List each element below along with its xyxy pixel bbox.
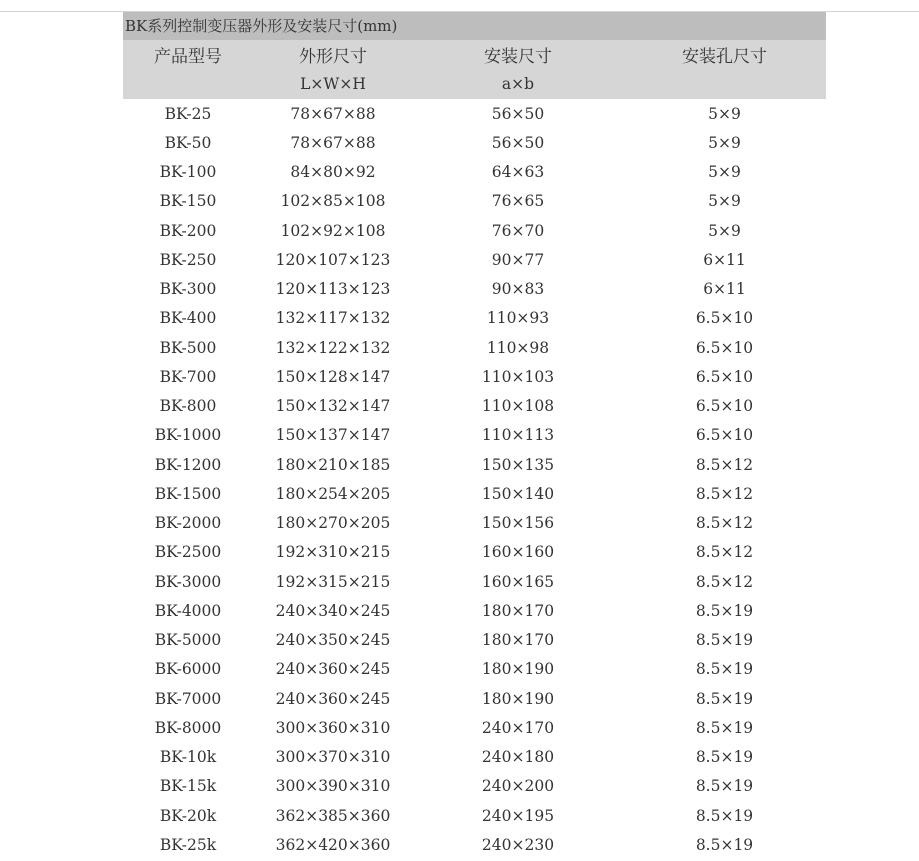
cell-install: 160×165 [481,572,555,591]
cell-model: BK-200 [159,221,217,240]
cell-install: 90×77 [491,250,545,269]
table-row [123,216,826,245]
header-row [123,40,826,70]
cell-install: 76×70 [491,221,545,240]
cell-model: BK-1500 [154,484,222,503]
cell-hole: 8.5×19 [695,748,754,767]
subheader-row [123,70,826,100]
cell-model: BK-7000 [154,689,222,708]
table-row [123,713,826,742]
table-row [123,538,826,567]
cell-model: BK-20k [159,806,217,825]
table-row [123,479,826,508]
cell-install: 150×140 [481,484,555,503]
cell-hole: 6.5×10 [695,426,754,445]
cell-hole: 8.5×12 [695,543,754,562]
cell-hole: 8.5×19 [695,777,754,796]
table-row [123,128,826,157]
cell-model: BK-700 [159,367,217,386]
cell-model: BK-1000 [154,426,222,445]
header-model: 产品型号 [154,47,222,68]
cell-install: 56×50 [491,104,545,123]
table-row [123,626,826,655]
table-row [123,509,826,538]
cell-hole: 5×9 [708,163,741,182]
cell-install: 240×200 [481,777,555,796]
table-row [123,333,826,362]
cell-outline: 362×385×360 [275,806,391,825]
cell-outline: 362×420×360 [275,835,391,854]
header-install: 安装尺寸 [484,47,552,68]
cell-model: BK-4000 [154,601,222,620]
cell-hole: 6.5×10 [695,367,754,386]
header-hole: 安装孔尺寸 [682,47,767,68]
cell-model: BK-6000 [154,660,222,679]
cell-install: 240×170 [481,718,555,737]
cell-install: 180×170 [481,631,555,650]
cell-install: 160×160 [481,543,555,562]
cell-model: BK-50 [164,133,212,152]
cell-model: BK-2000 [154,514,222,533]
table-row [123,392,826,421]
cell-hole: 8.5×19 [695,689,754,708]
cell-outline: 180×254×205 [275,484,391,503]
table-row [123,99,826,128]
cell-outline: 240×360×245 [275,660,391,679]
cell-model: BK-800 [159,397,217,416]
cell-model: BK-100 [159,163,217,182]
table-row [123,772,826,801]
table-row [123,158,826,187]
cell-hole: 8.5×12 [695,514,754,533]
cell-hole: 6.5×10 [695,309,754,328]
cell-model: BK-2500 [154,543,222,562]
cell-model: BK-25 [164,104,212,123]
spec-table [123,12,826,860]
table-row [123,245,826,274]
cell-outline: 132×117×132 [275,309,391,328]
cell-hole: 8.5×19 [695,835,754,854]
table-row [123,187,826,216]
cell-hole: 5×9 [708,104,741,123]
cell-outline: 102×85×108 [280,192,386,211]
cell-install: 90×83 [491,280,545,299]
cell-hole: 8.5×12 [695,484,754,503]
table-row [123,567,826,596]
table-row [123,275,826,304]
table-row [123,830,826,859]
cell-install: 180×190 [481,660,555,679]
cell-outline: 150×137×147 [275,426,391,445]
cell-model: BK-500 [159,338,217,357]
cell-model: BK-8000 [154,718,222,737]
cell-hole: 8.5×12 [695,572,754,591]
cell-model: BK-250 [159,250,217,269]
cell-install: 180×170 [481,601,555,620]
cell-hole: 6×11 [703,250,746,269]
cell-install: 110×103 [481,367,555,386]
cell-model: BK-3000 [154,572,222,591]
table-row [123,362,826,391]
cell-outline: 192×310×215 [275,543,391,562]
cell-outline: 180×210×185 [275,455,391,474]
cell-model: BK-1200 [154,455,222,474]
cell-outline: 84×80×92 [290,163,376,182]
cell-model: BK-25k [159,835,217,854]
cell-install: 110×113 [481,426,555,445]
cell-outline: 300×360×310 [275,718,391,737]
cell-outline: 150×132×147 [275,397,391,416]
cell-install: 110×108 [481,397,555,416]
cell-hole: 8.5×12 [695,455,754,474]
cell-install: 180×190 [481,689,555,708]
cell-hole: 8.5×19 [695,660,754,679]
cell-outline: 180×270×205 [275,514,391,533]
cell-install: 76×65 [491,192,545,211]
cell-model: BK-10k [159,748,217,767]
cell-model: BK-300 [159,280,217,299]
cell-install: 110×98 [486,338,550,357]
table-row [123,684,826,713]
table-header [123,40,826,99]
table-row [123,743,826,772]
cell-outline: 150×128×147 [275,367,391,386]
cell-outline: 300×370×310 [275,748,391,767]
cell-outline: 78×67×88 [290,104,376,123]
cell-install: 240×195 [481,806,555,825]
cell-outline: 78×67×88 [290,133,376,152]
cell-model: BK-150 [159,192,217,211]
cell-install: 64×63 [491,163,545,182]
cell-outline: 240×350×245 [275,631,391,650]
cell-hole: 8.5×19 [695,806,754,825]
cell-install: 240×230 [481,835,555,854]
cell-hole: 6.5×10 [695,338,754,357]
cell-hole: 5×9 [708,221,741,240]
table-row [123,450,826,479]
cell-outline: 132×122×132 [275,338,391,357]
table-row [123,596,826,625]
table-title: BK系列控制变压器外形及安装尺寸(mm) [123,12,826,40]
cell-install: 110×93 [486,309,550,328]
cell-hole: 5×9 [708,133,741,152]
cell-outline: 192×315×215 [275,572,391,591]
cell-outline: 120×113×123 [275,280,391,299]
cell-model: BK-5000 [154,631,222,650]
cell-install: 150×135 [481,455,555,474]
cell-outline: 120×107×123 [275,250,391,269]
cell-hole: 6.5×10 [695,397,754,416]
subheader-install: a×b [501,75,535,94]
cell-outline: 102×92×108 [280,221,386,240]
cell-hole: 8.5×19 [695,601,754,620]
cell-model: BK-15k [159,777,217,796]
table-row [123,421,826,450]
cell-hole: 6×11 [703,280,746,299]
cell-hole: 5×9 [708,192,741,211]
table-row [123,304,826,333]
cell-install: 240×180 [481,748,555,767]
table-row [123,801,826,830]
cell-install: 150×156 [481,514,555,533]
cell-outline: 240×340×245 [275,601,391,620]
subheader-outline: L×W×H [300,75,366,94]
cell-hole: 8.5×19 [695,631,754,650]
cell-outline: 300×390×310 [275,777,391,796]
header-outline: 外形尺寸 [299,47,367,68]
table-body [123,99,826,860]
cell-model: BK-400 [159,309,217,328]
cell-outline: 240×360×245 [275,689,391,708]
cell-install: 56×50 [491,133,545,152]
cell-hole: 8.5×19 [695,718,754,737]
table-row [123,655,826,684]
